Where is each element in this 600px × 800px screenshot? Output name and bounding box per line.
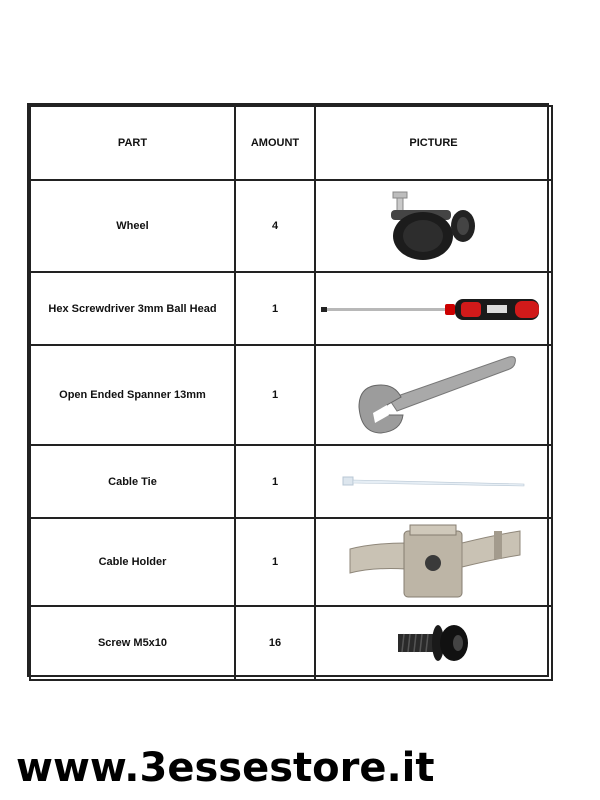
cable-holder-icon — [344, 521, 524, 603]
part-name: Wheel — [30, 180, 235, 272]
table-row — [30, 345, 552, 445]
part-picture — [315, 345, 552, 445]
table-row — [30, 606, 552, 680]
part-name: Cable Holder — [30, 518, 235, 606]
header-part: PART — [30, 106, 235, 180]
part-name: Open Ended Spanner 13mm — [30, 345, 235, 445]
table-row — [30, 445, 552, 518]
part-name: Hex Screwdriver 3mm Ball Head — [30, 272, 235, 345]
part-picture — [315, 518, 552, 606]
website-url: www.3essestore.it — [16, 745, 435, 791]
part-name: Screw M5x10 — [30, 606, 235, 680]
table-row — [30, 518, 552, 606]
part-amount: 16 — [235, 606, 315, 680]
part-name: Cable Tie — [30, 445, 235, 518]
parts-table-container — [27, 103, 549, 677]
part-amount: 1 — [235, 518, 315, 606]
table-row — [30, 180, 552, 272]
caster-wheel-icon — [379, 186, 489, 266]
table-row — [30, 272, 552, 345]
part-picture — [315, 272, 552, 345]
part-amount: 4 — [235, 180, 315, 272]
spanner-icon — [349, 349, 519, 441]
part-amount: 1 — [235, 345, 315, 445]
part-picture — [315, 606, 552, 680]
header-picture: PICTURE — [315, 106, 552, 180]
table-header-row — [30, 106, 552, 180]
header-amount: AMOUNT — [235, 106, 315, 180]
part-picture — [315, 445, 552, 518]
part-amount: 1 — [235, 272, 315, 345]
parts-table — [29, 105, 553, 681]
part-amount: 1 — [235, 445, 315, 518]
screw-icon — [394, 618, 474, 668]
part-picture — [315, 180, 552, 272]
cable-tie-icon — [339, 472, 529, 492]
screwdriver-icon — [319, 294, 549, 324]
